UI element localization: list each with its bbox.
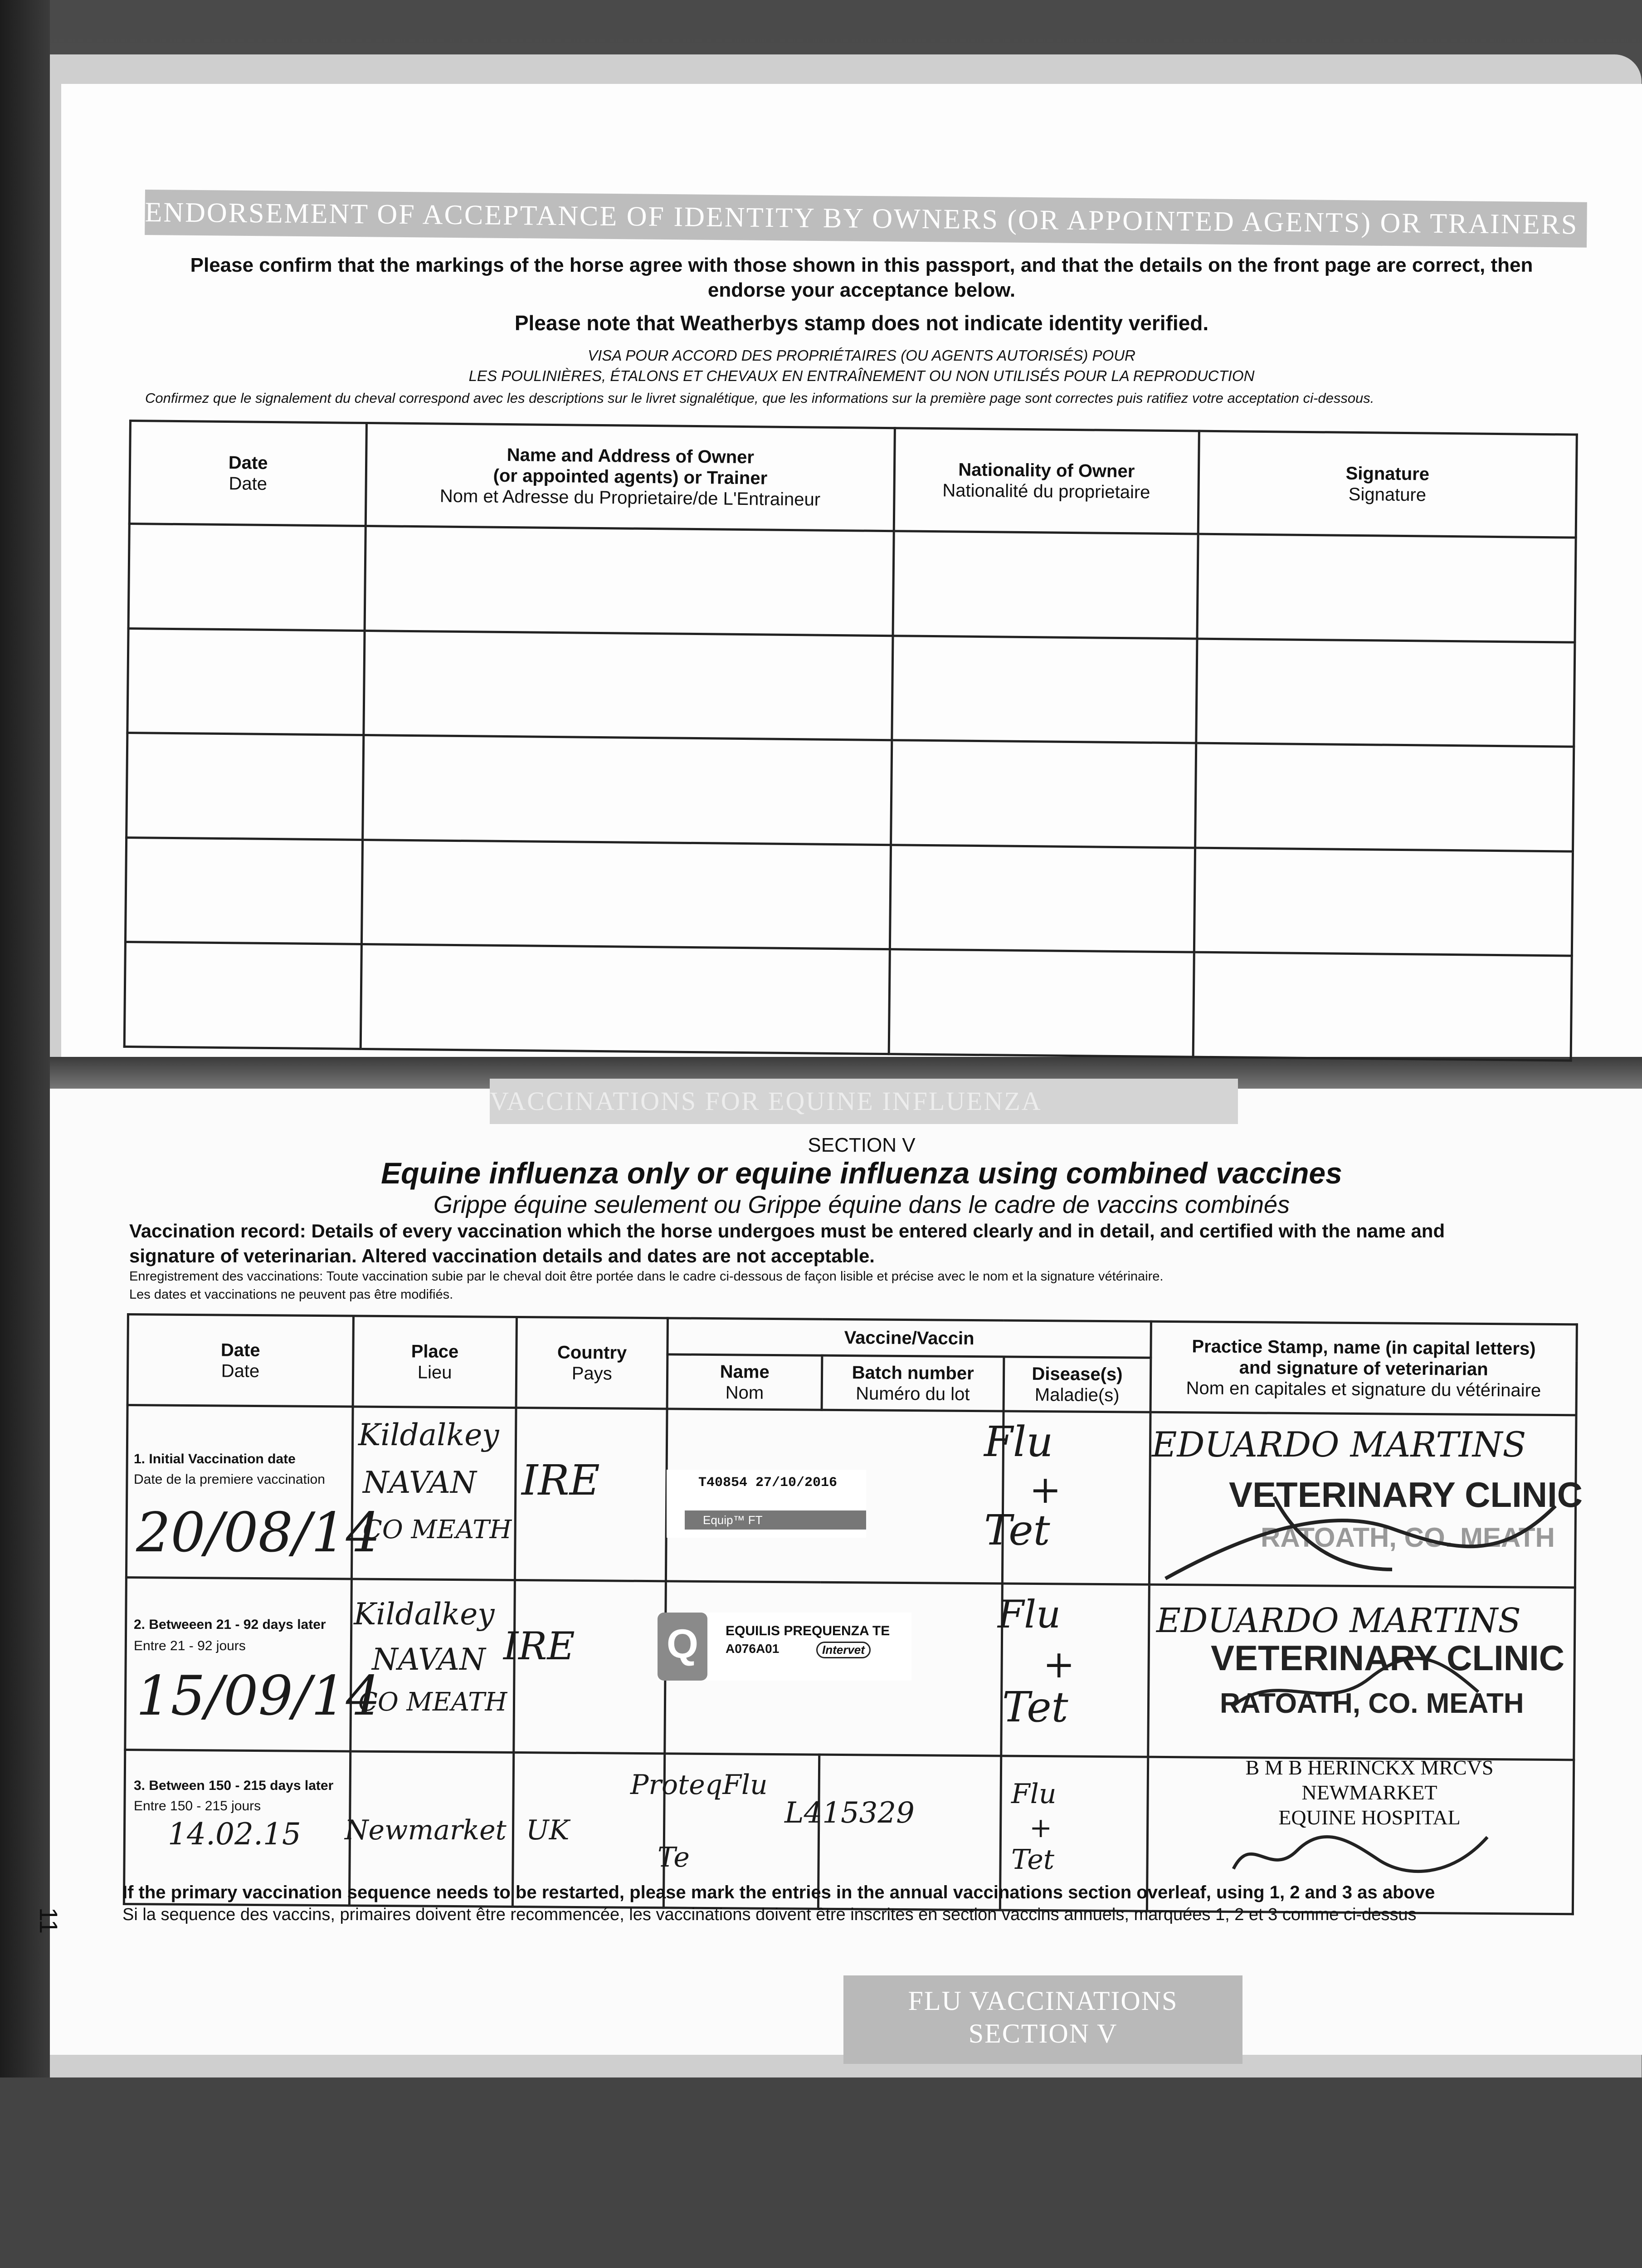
footer-en: If the primary vaccination sequence needs to be restarted, please mark the entries in the annual vaccinations section overleaf, using 1, 2 and 3 as above bbox=[122, 1882, 1435, 1902]
col-vaccine-name: Name Nom bbox=[667, 1354, 822, 1410]
row2-date: 15/09/14 bbox=[136, 1665, 380, 1728]
french-line-3: Confirmez que le signalement du cheval correspond avec les descriptions sur le livret signalétique, que les informations sur la première page sont correctes puis ratifiez votre acceptation ci-dessous. bbox=[145, 390, 1374, 406]
col-place: Place Lieu bbox=[353, 1316, 517, 1408]
row2-disease-3: Tet bbox=[1002, 1683, 1068, 1731]
table-row bbox=[127, 628, 1575, 747]
col-nationality: Nationality of Owner Nationalité du proprietaire bbox=[894, 428, 1199, 534]
instruction-line-3: Please note that Weatherbys stamp does not indicate identity verified. bbox=[514, 311, 1209, 335]
col-disease: Disease(s) Maladie(s) bbox=[1004, 1357, 1151, 1412]
french-line-1: VISA POUR ACCORD DES PROPRIÉTAIRES (OU AGENTS AUTORISÉS) POUR bbox=[588, 347, 1135, 364]
row1-place-3: CO MEATH bbox=[363, 1515, 512, 1545]
row1-vet-name: EDUARDO MARTINS bbox=[1152, 1424, 1526, 1465]
endorsement-banner: ENDORSEMENT OF ACCEPTANCE OF IDENTITY BY OWNERS (OR APPOINTED AGENTS) OR TRAINERS bbox=[145, 190, 1587, 248]
table-row bbox=[127, 733, 1574, 851]
row2-signature-icon bbox=[1224, 1651, 1496, 1724]
row3-label-en: 3. Between 150 - 215 days later bbox=[134, 1778, 334, 1793]
row2-stamp-line1: VETERINARY CLINIC bbox=[1211, 1638, 1565, 1678]
row2-stamp-line2: RATOATH, CO. MEATH bbox=[1220, 1688, 1524, 1719]
row3-vaccine-name-2: Te bbox=[658, 1842, 690, 1873]
row1-date: 20/08/14 bbox=[136, 1501, 380, 1564]
record-fr-1: Enregistrement des vaccinations: Toute vaccination subie par le cheval doit être portée dans le cadre ci-dessous de façon lisible et précise avec le nom et la signature vétérinaire. bbox=[129, 1269, 1164, 1284]
scan-bottom-edge bbox=[0, 2077, 1642, 2268]
table-row bbox=[128, 524, 1576, 642]
row1-signature-icon bbox=[1156, 1479, 1564, 1597]
row3-batch: L415329 bbox=[784, 1796, 915, 1830]
row3-disease-3: Tet bbox=[1011, 1844, 1054, 1876]
row2-label-fr: Entre 21 - 92 jours bbox=[134, 1638, 246, 1653]
row3-signature-icon bbox=[1215, 1823, 1506, 1887]
row3-label-fr: Entre 150 - 215 jours bbox=[134, 1799, 261, 1813]
row2-place-2: NAVAN bbox=[372, 1642, 486, 1677]
row1-stamp-line2: RATOATH, CO. MEATH bbox=[1261, 1522, 1555, 1553]
instruction-line-1: Please confirm that the markings of the horse agree with those shown in this passport, and that the details on the front page are correct, then bbox=[190, 254, 1533, 276]
tab-line-2: SECTION V bbox=[968, 2019, 1118, 2048]
row3-vaccine-name-1: ProteqFlu bbox=[630, 1769, 768, 1801]
tab-line-1: FLU VACCINATIONS bbox=[908, 1986, 1178, 2016]
section-title-en: Equine influenza only or equine influenza using combined vaccines bbox=[381, 1156, 1342, 1190]
row1-country: IRE bbox=[521, 1456, 600, 1505]
row1-sticker-label: Equip™ FT bbox=[685, 1510, 866, 1530]
record-en-2: signature of veterinarian. Altered vaccination details and dates are not acceptable. bbox=[129, 1245, 875, 1266]
q-logo-icon: Q bbox=[658, 1613, 707, 1681]
page-number: 11 bbox=[34, 1907, 63, 1934]
section-label: SECTION V bbox=[808, 1134, 916, 1156]
table-row bbox=[125, 837, 1573, 956]
row2-sticker-brand: Intervet bbox=[816, 1642, 871, 1658]
row2-sticker-batch: A076A01 bbox=[726, 1642, 780, 1656]
row2-place-3: CO MEATH bbox=[358, 1687, 507, 1717]
col-owner: Name and Address of Owner (or appointed agents) or Trainer Nom et Adresse du Proprietaire/de L'Entraineur bbox=[365, 423, 895, 531]
row2-disease-1: Flu bbox=[998, 1592, 1061, 1637]
record-en-1: Vaccination record: Details of every vaccination which the horse undergoes must be entered clearly and in detail, and certified with the name and bbox=[129, 1220, 1445, 1242]
vaccinations-banner: VACCINATIONS FOR EQUINE INFLUENZA bbox=[490, 1079, 1238, 1124]
row3-country: UK bbox=[526, 1814, 570, 1846]
row3-stamp-line2: NEWMARKET bbox=[1301, 1781, 1437, 1804]
col-batch: Batch number Numéro du lot bbox=[822, 1355, 1004, 1411]
row1-label-fr: Date de la premiere vaccination bbox=[134, 1472, 325, 1487]
col-country: Country Pays bbox=[516, 1317, 668, 1409]
row1-disease-3: Tet bbox=[984, 1506, 1050, 1554]
row2-place-1: Kildalkey bbox=[354, 1597, 495, 1632]
row2-vet-name: EDUARDO MARTINS bbox=[1156, 1601, 1521, 1640]
row1-vaccine-sticker bbox=[667, 1470, 866, 1538]
row1-place-1: Kildalkey bbox=[358, 1418, 499, 1452]
footer-fr: Si la sequence des vaccins, primaires doivent être recommencée, les vaccinations doivent être inscrites en section vaccins annuels, marquées 1, 2 et 3 comme ci-dessus bbox=[122, 1905, 1417, 1924]
row3-stamp-line1: B M B HERINCKX MRCVS bbox=[1245, 1756, 1494, 1779]
col-date: Date Date bbox=[127, 1315, 353, 1407]
row2-sticker-name: EQUILIS PREQUENZA TE bbox=[726, 1623, 890, 1638]
col-practice-stamp: Practice Stamp, name (in capital letters) and signature of veterinarian Nom en capitales et signature du vétérinaire bbox=[1150, 1321, 1577, 1415]
row1-disease-1: Flu bbox=[984, 1418, 1053, 1466]
row1-stamp-line1: VETERINARY CLINIC bbox=[1229, 1475, 1583, 1515]
col-date: Date Date bbox=[129, 421, 366, 526]
section-title-fr: Grippe équine seulement ou Grippe équine dans le cadre de vaccins combinés bbox=[433, 1191, 1290, 1218]
row2-disease-2: + bbox=[1043, 1642, 1075, 1686]
row2-vaccine-sticker bbox=[658, 1613, 911, 1681]
row1-sticker-batch: T40854 27/10/2016 bbox=[698, 1475, 838, 1491]
row1-disease-2: + bbox=[1029, 1467, 1062, 1512]
record-fr-2: Les dates et vaccinations ne peuvent pas être modifiés. bbox=[129, 1287, 453, 1302]
row3-disease-2: + bbox=[1029, 1812, 1052, 1844]
endorsement-table bbox=[123, 420, 1578, 1062]
row1-place-2: NAVAN bbox=[363, 1465, 477, 1500]
row2-label-en: 2. Betweeen 21 - 92 days later bbox=[134, 1617, 326, 1632]
col-signature: Signature Signature bbox=[1198, 431, 1577, 538]
row3-date: 14.02.15 bbox=[168, 1817, 301, 1852]
french-line-2: LES POULINIÈRES, ÉTALONS ET CHEVAUX EN ENTRAÎNEMENT OU NON UTILISÉS POUR LA REPRODUCTION bbox=[468, 367, 1255, 384]
flu-vaccinations-tab bbox=[843, 1975, 1242, 2064]
row3-disease-1: Flu bbox=[1011, 1778, 1057, 1810]
row3-stamp-line3: EQUINE HOSPITAL bbox=[1278, 1806, 1461, 1829]
row1-label-en: 1. Initial Vaccination date bbox=[134, 1452, 296, 1466]
table-row bbox=[124, 942, 1572, 1061]
instruction-line-2: endorse your acceptance below. bbox=[707, 279, 1016, 301]
row3-place: Newmarket bbox=[345, 1814, 507, 1846]
col-vaccine: Vaccine/Vaccin bbox=[668, 1318, 1151, 1358]
row2-country: IRE bbox=[503, 1624, 575, 1668]
